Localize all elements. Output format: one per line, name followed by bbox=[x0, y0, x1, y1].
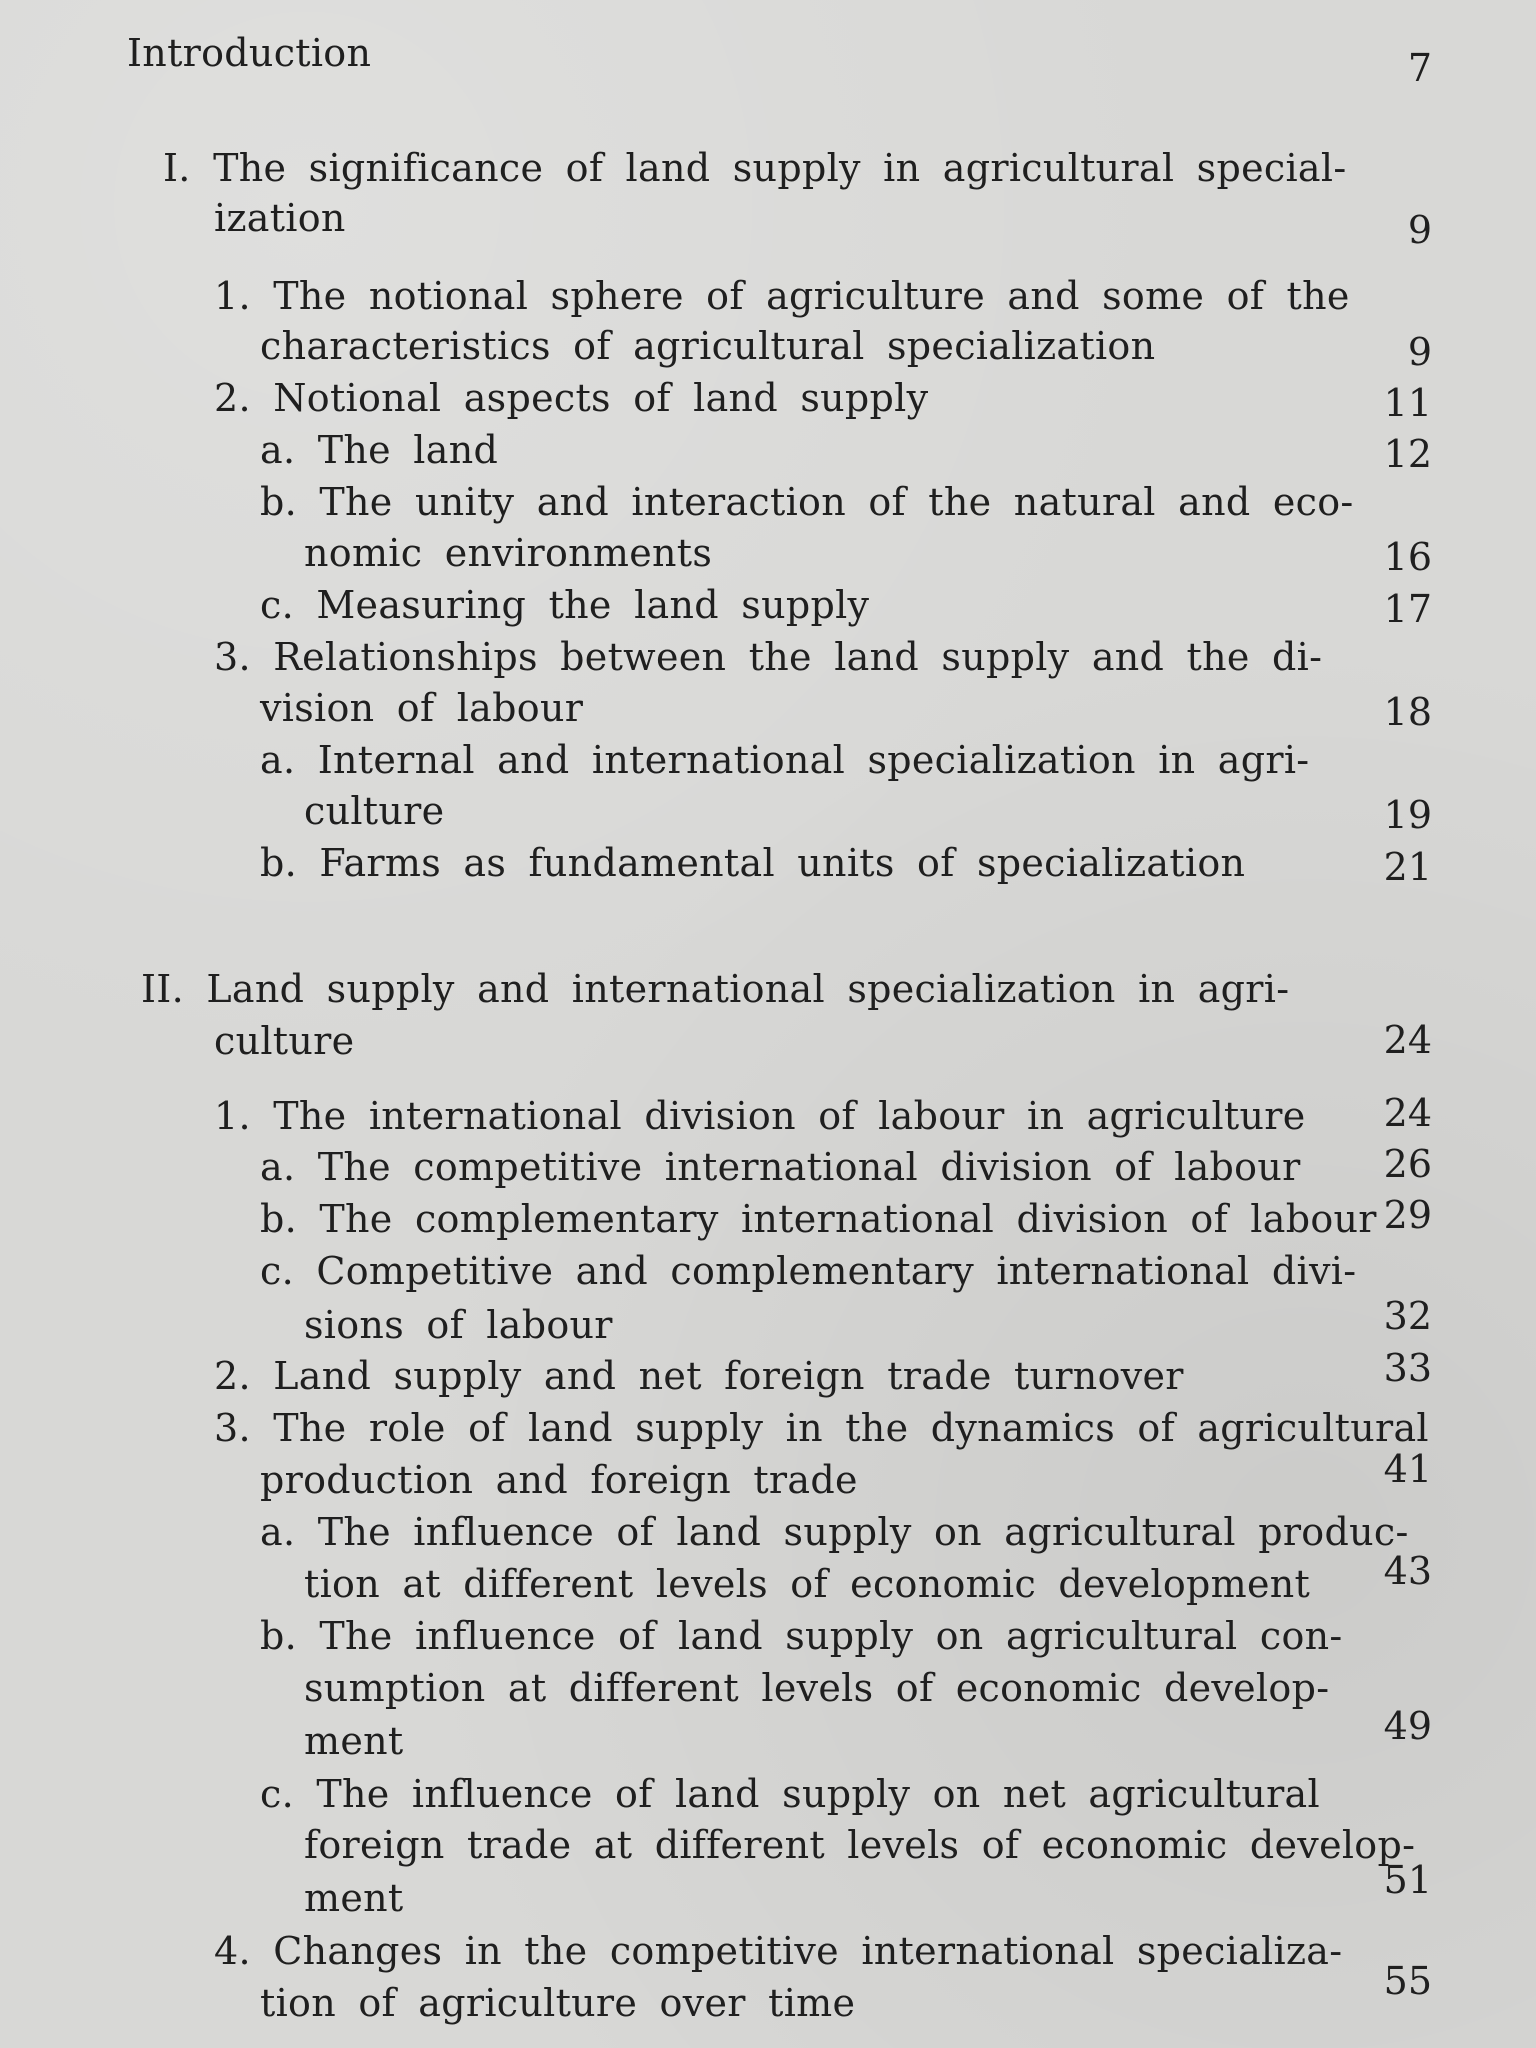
chapter-2-section-3c-line-2: foreign trade at different levels of economic develop- bbox=[304, 1823, 1416, 1867]
toc-entry-introduction bbox=[127, 33, 371, 73]
chapter-2-section-3a-line-2: tion at different levels of economic development bbox=[304, 1562, 1311, 1606]
chapter-2-section-4-line-1: 4. Changes in the competitive international specializa- bbox=[214, 1929, 1343, 1973]
chapter-2-section-3a-page-number: 43 bbox=[1383, 1549, 1432, 1593]
chapter-2-section-4-page-number: 55 bbox=[1383, 1959, 1432, 2003]
chapter-1-section-3a-line-2: culture bbox=[304, 789, 445, 833]
chapter-1-section-3a-page-number: 19 bbox=[1383, 793, 1432, 837]
chapter-2-section-4-line-2: tion of agriculture over time bbox=[260, 1981, 856, 2025]
chapter-1-heading-line-2: ization bbox=[214, 196, 346, 240]
chapter-2-section-1a-page-number: 26 bbox=[1383, 1142, 1432, 1186]
chapter-1-section-2-page-number: 11 bbox=[1383, 381, 1432, 425]
chapter-1-section-2a-line-1: a. The land bbox=[260, 428, 499, 472]
chapter-2-section-3b-line-1: b. The influence of land supply on agricultural con- bbox=[260, 1614, 1343, 1658]
chapter-1-section-2c-line-1: c. Measuring the land supply bbox=[260, 583, 870, 627]
chapter-2-heading-line-1: II. Land supply and international specialization in agri- bbox=[141, 967, 1290, 1011]
chapter-2-section-3b-line-2: sumption at different levels of economic develop- bbox=[304, 1666, 1330, 1710]
toc-page-number: 7 bbox=[1407, 46, 1432, 90]
chapter-1-section-2-line-1: 2. Notional aspects of land supply bbox=[214, 376, 929, 420]
chapter-2-section-3b-page-number: 49 bbox=[1383, 1704, 1432, 1748]
chapter-1-heading-line-1: I. The significance of land supply in agricultural special- bbox=[163, 146, 1347, 190]
chapter-2-section-2-line-1: 2. Land supply and net foreign trade turnover bbox=[214, 1354, 1184, 1398]
chapter-2-section-1-line-1: 1. The international division of labour in agriculture bbox=[214, 1094, 1306, 1138]
chapter-1-section-3a-line-1: a. Internal and international specialization in agri- bbox=[260, 738, 1310, 782]
chapter-1-section-3b-line-1: b. Farms as fundamental units of specialization bbox=[260, 841, 1246, 885]
toc-entry-title: Introduction bbox=[127, 31, 372, 75]
chapter-2-section-3c-line-1: c. The influence of land supply on net agricultural bbox=[260, 1772, 1320, 1816]
chapter-2-section-1c-line-2: sions of labour bbox=[304, 1303, 613, 1347]
chapter-1-section-1-line-2: characteristics of agricultural specialization bbox=[260, 324, 1156, 368]
chapter-2-section-3c-line-3: ment bbox=[304, 1876, 404, 1920]
chapter-1-page-number: 9 bbox=[1407, 208, 1432, 252]
chapter-2-section-1c-line-1: c. Competitive and complementary international divi- bbox=[260, 1249, 1357, 1293]
chapter-2-section-2-page-number: 33 bbox=[1383, 1346, 1432, 1390]
chapter-2-section-3c-page-number: 51 bbox=[1383, 1858, 1432, 1902]
chapter-2-section-1a-line-1: a. The competitive international division of labour bbox=[260, 1145, 1301, 1189]
chapter-1-section-3b-page-number: 21 bbox=[1383, 845, 1432, 889]
chapter-1-section-3-line-2: vision of labour bbox=[260, 686, 584, 730]
chapter-2-section-1-page-number: 24 bbox=[1383, 1091, 1432, 1135]
chapter-2-section-3a-line-1: a. The influence of land supply on agricultural produc- bbox=[260, 1510, 1409, 1554]
chapter-2-section-3-page-number: 41 bbox=[1383, 1447, 1432, 1491]
chapter-1-section-2c-page-number: 17 bbox=[1383, 587, 1432, 631]
chapter-2-section-3-line-2: production and foreign trade bbox=[260, 1458, 858, 1502]
chapter-1-section-2a-page-number: 12 bbox=[1383, 432, 1432, 476]
chapter-1-section-2b-page-number: 16 bbox=[1383, 535, 1432, 579]
chapter-2-section-1c-page-number: 32 bbox=[1383, 1294, 1432, 1338]
chapter-1-section-1-line-1: 1. The notional sphere of agriculture and some of the bbox=[214, 274, 1350, 318]
chapter-2-section-1b-page-number: 29 bbox=[1383, 1193, 1432, 1237]
chapter-1-section-3-page-number: 18 bbox=[1383, 690, 1432, 734]
chapter-2-heading-line-2: culture bbox=[214, 1019, 355, 1063]
chapter-2-section-3b-line-3: ment bbox=[304, 1719, 404, 1763]
chapter-1-section-3-line-1: 3. Relationships between the land supply and the di- bbox=[214, 635, 1323, 679]
chapter-1-section-1-page-number: 9 bbox=[1407, 330, 1432, 374]
chapter-2-page-number: 24 bbox=[1383, 1018, 1432, 1062]
chapter-1-section-2b-line-1: b. The unity and interaction of the natural and eco- bbox=[260, 480, 1354, 524]
chapter-2-section-3-line-1: 3. The role of land supply in the dynamics of agricultural bbox=[214, 1406, 1429, 1450]
chapter-2-section-1b-line-1: b. The complementary international division of labour bbox=[260, 1197, 1377, 1241]
chapter-1-section-2b-line-2: nomic environments bbox=[304, 531, 713, 575]
